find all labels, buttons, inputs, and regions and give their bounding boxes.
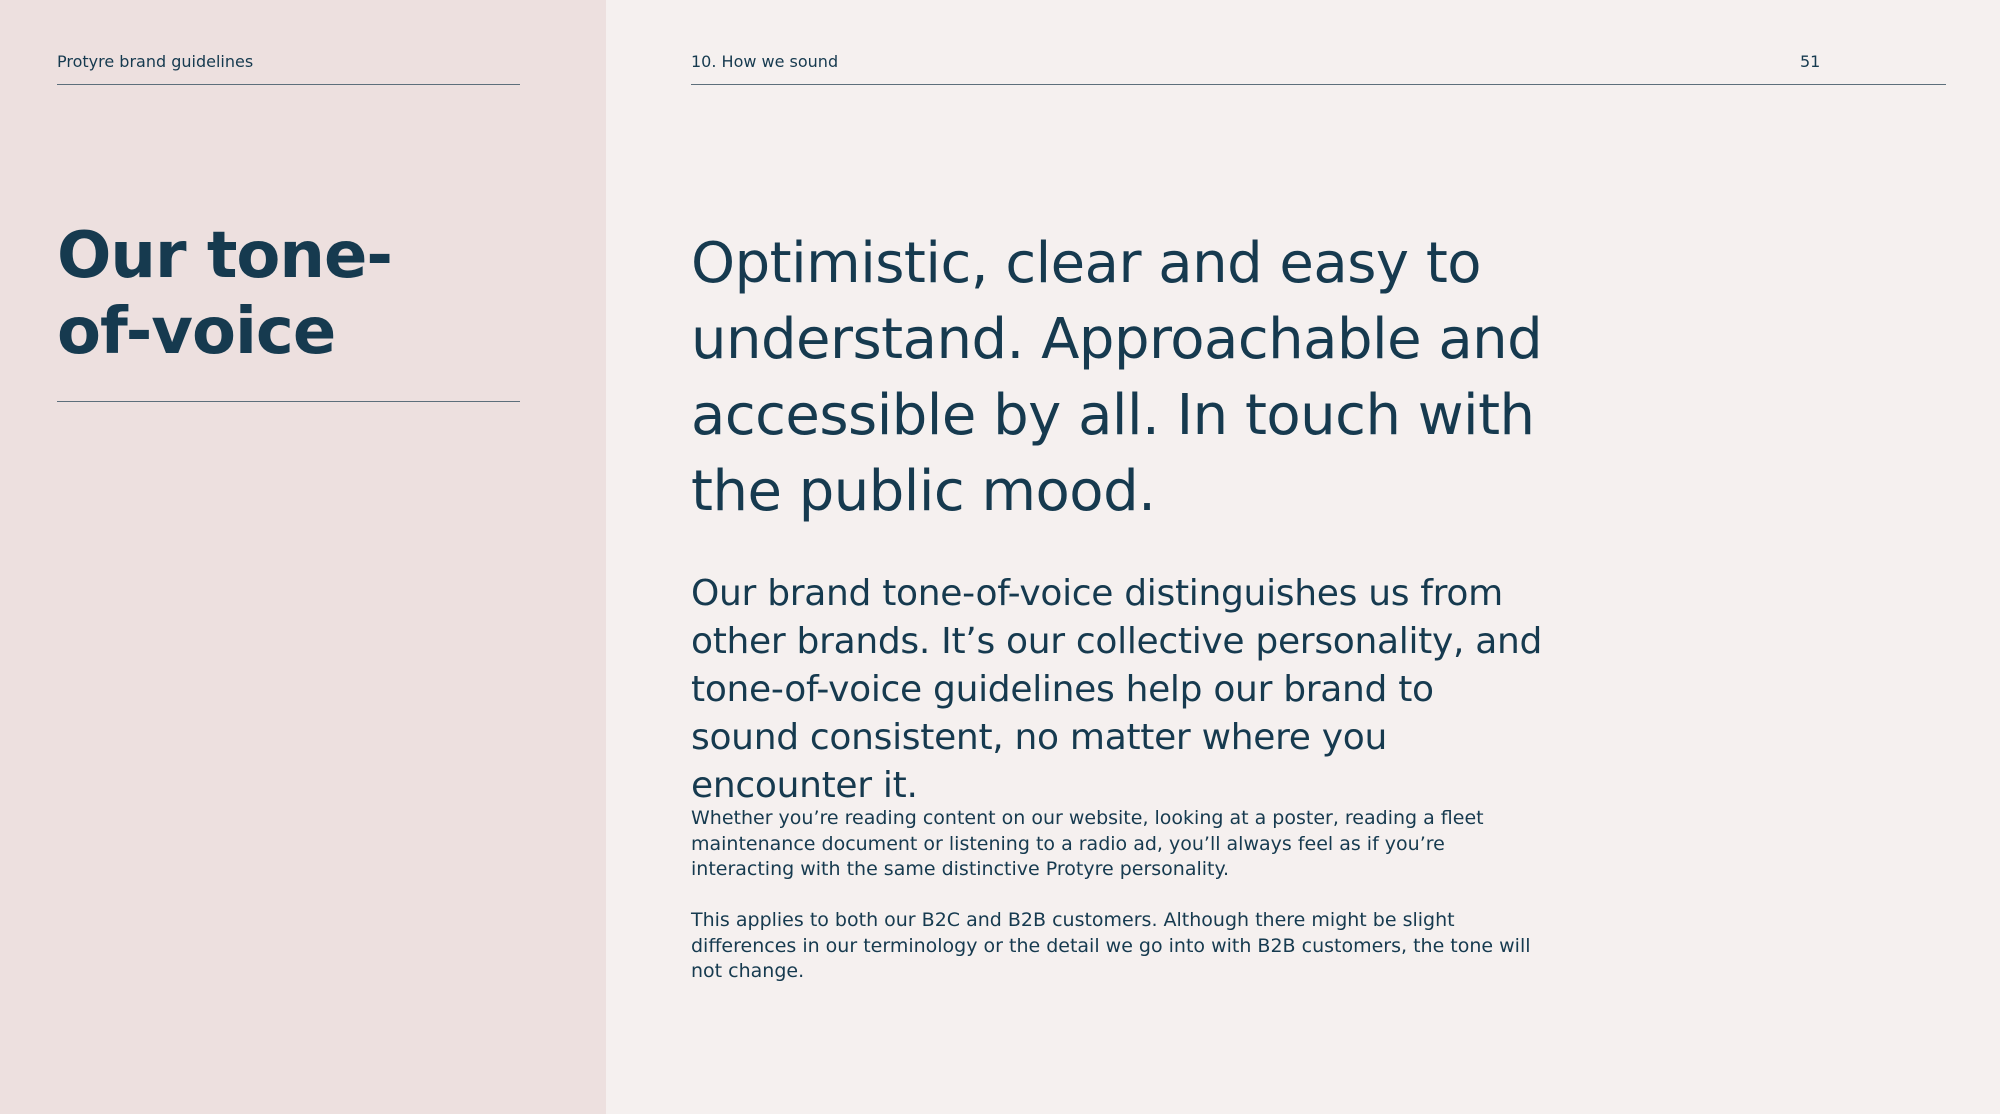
right-top-divider xyxy=(691,84,1946,85)
brand-label: Protyre brand guidelines xyxy=(57,52,254,71)
page-number: 51 xyxy=(1800,52,1821,71)
left-top-divider xyxy=(57,84,520,85)
page-title-line-1: Our tone- xyxy=(57,219,392,293)
page-title-line-2: of-voice xyxy=(57,295,336,369)
page-title xyxy=(57,218,577,370)
headline: Optimistic, clear and easy to understand. Approachable and accessible by all. In touch with the public mood. xyxy=(691,231,1543,524)
section-label: 10. How we sound xyxy=(691,52,839,71)
left-panel xyxy=(0,0,606,1114)
body-paragraph-1: Whether you’re reading content on our website, looking at a poster, reading a fleet maintenance document or listening to a radio ad, you’ll always feel as if you’re interacting with the same distinctive Protyre personality. xyxy=(691,807,1484,880)
left-bottom-divider xyxy=(57,401,520,402)
intro-paragraph: Our brand tone-of-voice distinguishes us from other brands. It’s our collective personality, and tone-of-voice guidelines help our brand to sound consistent, no matter where you encounter it. xyxy=(691,573,1543,806)
body-paragraph-2: This applies to both our B2C and B2B customers. Although there might be slight differences in our terminology or the detail we go into with B2B customers, the tone will not change. xyxy=(691,909,1531,982)
